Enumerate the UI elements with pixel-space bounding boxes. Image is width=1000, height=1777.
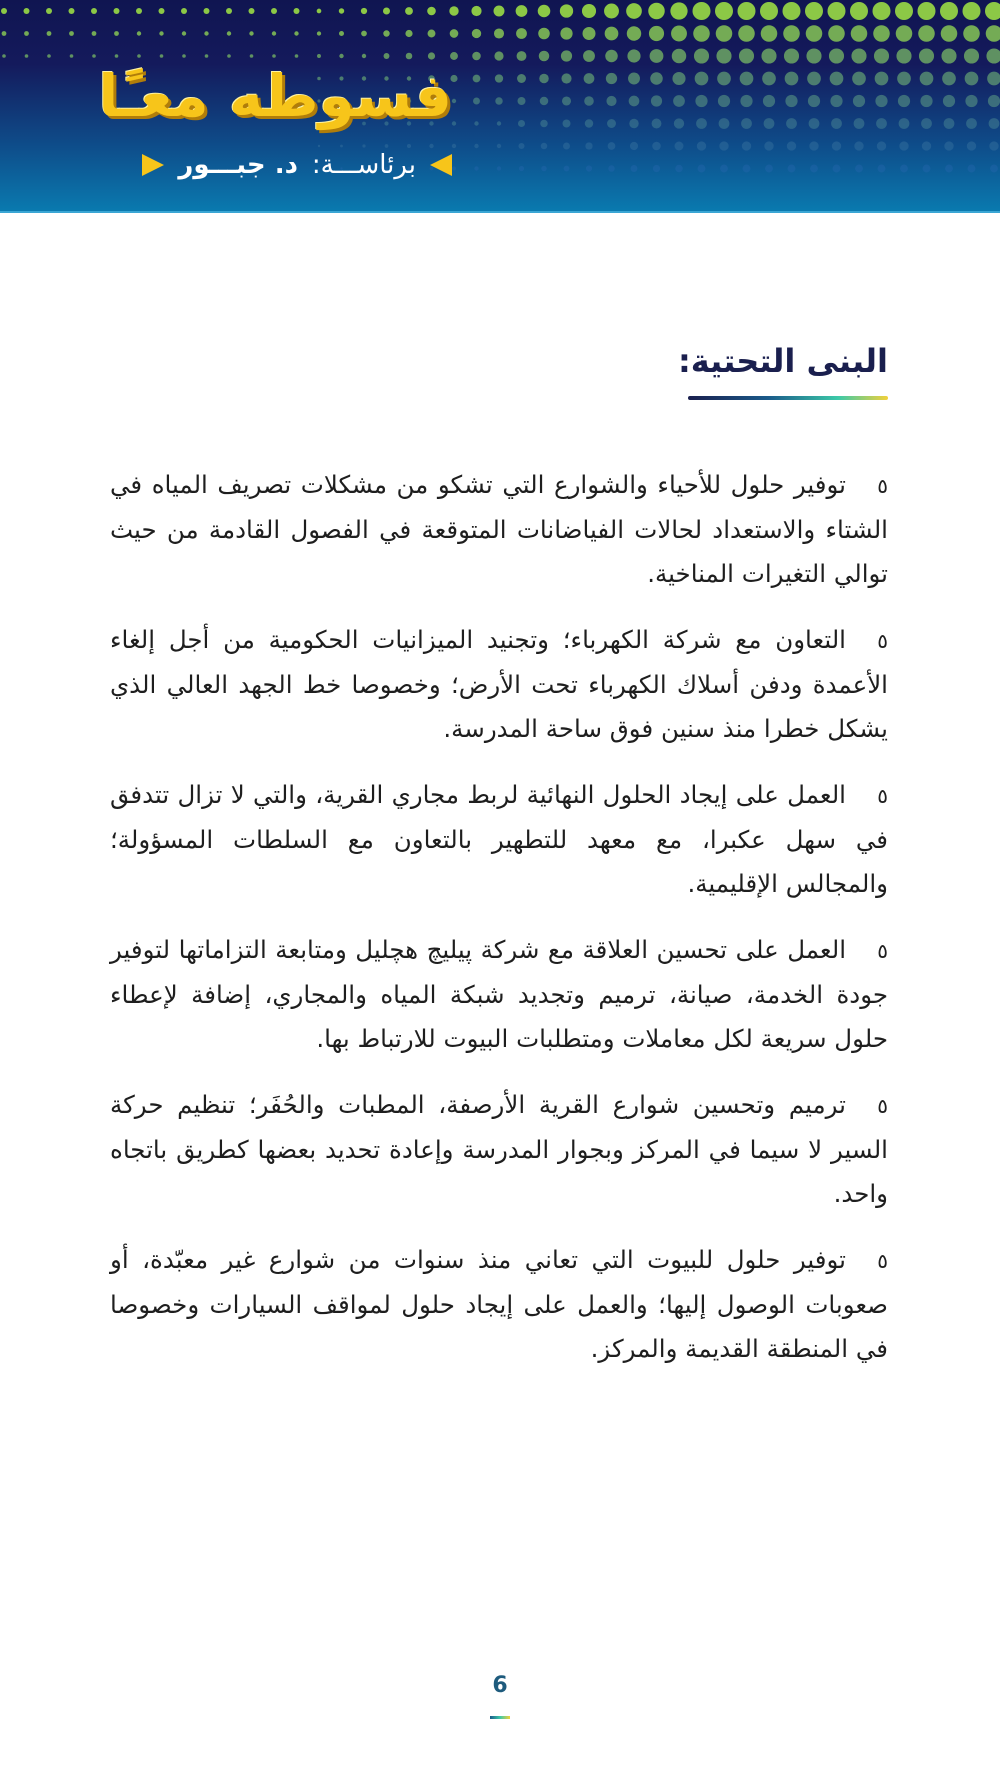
halftone-dot (989, 141, 998, 150)
halftone-dot (46, 8, 52, 14)
halftone-dot (805, 2, 823, 20)
halftone-dot (428, 30, 436, 38)
halftone-dot (765, 165, 773, 173)
halftone-dot (294, 31, 298, 35)
halftone-dot (900, 165, 908, 173)
halftone-dot (583, 50, 595, 62)
halftone-dot (2, 54, 6, 58)
halftone-dot (608, 142, 616, 150)
halftone-dot (675, 142, 684, 151)
halftone-dot (205, 54, 209, 58)
bullet-icon: ٥ (877, 629, 888, 653)
halftone-dot (584, 73, 595, 84)
halftone-dot (988, 95, 1000, 107)
halftone-dot (833, 165, 841, 173)
halftone-dot (561, 50, 572, 61)
halftone-dot (561, 73, 571, 83)
halftone-dot (295, 54, 299, 58)
halftone-dot (137, 31, 141, 35)
halftone-dot (764, 141, 773, 150)
halftone-dot (985, 2, 1000, 20)
bullet-icon: ٥ (877, 474, 888, 498)
halftone-dot (807, 72, 821, 86)
halftone-dot (760, 2, 778, 20)
halftone-dot (272, 54, 276, 58)
halftone-dot (809, 118, 820, 129)
halftone-dot (696, 118, 707, 129)
halftone-dot (853, 95, 865, 107)
halftone-dot (452, 166, 456, 170)
halftone-dot (717, 72, 731, 86)
halftone-dot (764, 118, 775, 129)
halftone-dot (362, 144, 365, 147)
halftone-dot (497, 166, 501, 170)
halftone-dot (808, 95, 820, 107)
halftone-dot (741, 118, 752, 129)
halftone-dot (695, 95, 707, 107)
halftone-dot (517, 51, 527, 61)
halftone-dot (967, 141, 976, 150)
halftone-dot (940, 2, 958, 20)
halftone-dot (605, 27, 619, 41)
halftone-dot (806, 25, 823, 42)
halftone-dot (787, 141, 796, 150)
halftone-dot (875, 72, 889, 86)
halftone-dot (671, 26, 687, 42)
halftone-dot (809, 141, 818, 150)
halftone-dot (649, 26, 664, 41)
halftone-dot (92, 31, 97, 36)
halftone-dot (182, 31, 186, 35)
halftone-dot (70, 54, 74, 58)
halftone-dot (918, 2, 936, 20)
halftone-dot (673, 95, 685, 107)
halftone-dot (761, 48, 776, 63)
halftone-dot (384, 53, 390, 59)
halftone-dot (339, 54, 343, 58)
halftone-dot (585, 119, 593, 127)
halftone-dot (788, 165, 796, 173)
halftone-dot (385, 144, 389, 148)
halftone-dot (562, 96, 571, 105)
halftone-dot (830, 72, 844, 86)
halftone-dot (563, 143, 570, 150)
halftone-dot (873, 2, 891, 20)
halftone-dot (159, 8, 165, 14)
halftone-dot (630, 142, 638, 150)
items-list (110, 463, 888, 1393)
halftone-dot (851, 25, 868, 42)
halftone-dot (963, 25, 980, 42)
bullet-icon: ٥ (877, 784, 888, 808)
halftone-dot (563, 120, 571, 128)
halftone-dot (605, 50, 618, 63)
header-divider (0, 211, 1000, 213)
halftone-dot (828, 2, 846, 20)
halftone-dot (471, 6, 481, 16)
halftone-dot (92, 54, 96, 58)
item-text: التعاون مع شركة الكهرباء؛ وتجنيد الميزانيات الحكومية من أجل إلغاء الأعمدة ودفن أسلاك الكهرباء تحت الأرض؛ وخصوصا خط الجهد العالي الذي يشكل خطرا منذ سنين فوق ساحة المدرسة. (110, 625, 888, 743)
halftone-dot (719, 118, 730, 129)
halftone-dot (675, 165, 683, 173)
halftone-dot (294, 8, 300, 14)
halftone-dot (449, 6, 458, 15)
halftone-dot (539, 51, 550, 62)
halftone-dot (69, 31, 74, 36)
halftone-dot (963, 2, 981, 20)
halftone-dot (877, 141, 886, 150)
arrow-right-icon (142, 154, 164, 176)
section-underline (688, 396, 888, 400)
halftone-dot (942, 72, 956, 86)
halftone-dot (989, 118, 1000, 129)
halftone-dot (652, 142, 661, 151)
halftone-dot (852, 72, 866, 86)
halftone-dot (474, 144, 478, 148)
halftone-dot (583, 27, 596, 40)
halftone-dot (340, 145, 343, 148)
halftone-dot (990, 165, 998, 173)
item-text: توفير حلول للأحياء والشوارع التي تشكو من مشكلات تصريف المياه في الشتاء والاستعداد لحالات الفياضانات المتوقعة في الفصول القادمة من حيث توالي التغيرات المناخية. (110, 470, 888, 588)
halftone-dot (494, 6, 505, 17)
halftone-dot (716, 25, 733, 42)
halftone-dot (317, 9, 322, 14)
halftone-dot (473, 75, 481, 83)
halftone-dot (494, 28, 504, 38)
halftone-dot (832, 141, 841, 150)
halftone-dot (785, 72, 799, 86)
halftone-dot (783, 25, 800, 42)
bullet-icon: ٥ (877, 939, 888, 963)
halftone-dot (738, 25, 755, 42)
halftone-dot (47, 54, 51, 58)
halftone-dot (494, 51, 503, 60)
halftone-dot (876, 118, 887, 129)
subtitle-name: د. جبـــور (178, 150, 298, 180)
halftone-dot (582, 4, 596, 18)
halftone-dot (560, 4, 573, 17)
halftone-dot (560, 27, 572, 39)
halftone-dot (739, 48, 754, 63)
halftone-dot (2, 31, 7, 36)
list-item (110, 463, 888, 596)
halftone-dot (693, 25, 710, 42)
halftone-dot (182, 54, 186, 58)
halftone-dot (986, 25, 1000, 42)
halftone-dot (361, 8, 367, 14)
halftone-dot (271, 8, 277, 14)
halftone-dot (538, 5, 551, 18)
halftone-dot (607, 119, 616, 128)
halftone-dot (899, 118, 910, 129)
halftone-dot (428, 52, 435, 59)
halftone-dot (474, 166, 478, 170)
halftone-dot (339, 31, 344, 36)
halftone-dot (114, 31, 119, 36)
halftone-dot (519, 166, 524, 171)
halftone-dot (650, 49, 664, 63)
halftone-dot (653, 165, 660, 172)
bullet-icon: ٥ (877, 1249, 888, 1273)
halftone-dot (249, 31, 253, 35)
halftone-dot (317, 54, 321, 58)
halftone-dot (828, 25, 845, 42)
halftone-dot (318, 145, 320, 147)
page-number-accent (490, 1716, 510, 1719)
halftone-dot (941, 25, 958, 42)
halftone-dot (652, 119, 662, 129)
halftone-dot (204, 8, 210, 14)
bullet-icon: ٥ (877, 1094, 888, 1118)
halftone-dot (227, 54, 231, 58)
halftone-dot (518, 143, 524, 149)
halftone-dot (249, 8, 255, 14)
halftone-dot (920, 95, 932, 107)
halftone-dot (743, 165, 751, 173)
halftone-dot (429, 144, 433, 148)
halftone-dot (538, 28, 550, 40)
halftone-dot (24, 31, 29, 36)
halftone-dot (964, 48, 979, 63)
halftone-dot (473, 98, 480, 105)
halftone-dot (720, 165, 728, 173)
halftone-dot (627, 26, 641, 40)
halftone-dot (716, 48, 731, 63)
halftone-dot (718, 95, 730, 107)
halftone-dot (742, 141, 751, 150)
halftone-dot (922, 141, 931, 150)
halftone-dot (738, 2, 756, 20)
halftone-dot (740, 72, 754, 86)
halftone-dot (516, 5, 528, 17)
subtitle-label: برئاســـة: (311, 150, 416, 180)
halftone-dot (806, 48, 821, 63)
halftone-dot (339, 8, 344, 13)
item-text: العمل على إيجاد الحلول النهائية لربط مجاري القرية، والتي لا تزال تتدفق في سهل عكبرا، مع معهد للتطهير بالتعاون مع السلطات المسؤولة؛ والمجالس الإقليمية. (110, 780, 888, 898)
halftone-dot (945, 165, 953, 173)
item-text: العمل على تحسين العلاقة مع شركة پيليچ هچليل ومتابعة التزاماتها لتوفير جودة الخدمة، صيانة، ترميم وتجديد شبكة المياه والمجاري، إضافة لإعطاء حلول سريعة لكل معاملات ومتطلبات البيوت للارتباط بها. (110, 935, 888, 1053)
halftone-dot (899, 141, 908, 150)
halftone-dot (606, 96, 616, 106)
halftone-dot (941, 48, 956, 63)
halftone-dot (628, 73, 640, 85)
halftone-dot (694, 48, 709, 63)
halftone-dot (181, 8, 187, 14)
halftone-dot (695, 72, 709, 86)
halftone-dot (648, 3, 664, 19)
halftone-dot (606, 73, 617, 84)
section-title: البنى التحتية: (677, 342, 888, 380)
halftone-dot (783, 2, 801, 20)
halftone-dot (361, 31, 367, 37)
header-banner (0, 0, 1000, 213)
halftone-dot (91, 8, 97, 14)
halftone-dot (698, 165, 706, 173)
halftone-dot (24, 8, 30, 14)
halftone-dot (719, 141, 728, 150)
list-item (110, 618, 888, 751)
halftone-dot (137, 54, 141, 58)
page-number: 6 (492, 1673, 508, 1698)
halftone-dot (897, 72, 911, 86)
halftone-dot (497, 121, 501, 125)
halftone-dot (406, 53, 413, 60)
halftone-dot (850, 2, 868, 20)
halftone-dot (450, 29, 459, 38)
halftone-dot (896, 48, 911, 63)
halftone-dot (697, 141, 706, 150)
halftone-dot (986, 48, 1000, 63)
halftone-dot (472, 52, 481, 61)
halftone-dot (943, 95, 955, 107)
halftone-dot (518, 120, 525, 127)
halftone-dot (873, 25, 890, 42)
halftone-dot (875, 95, 887, 107)
halftone-dot (830, 95, 842, 107)
halftone-dot (540, 120, 548, 128)
halftone-dot (987, 72, 1000, 86)
halftone-dot (226, 8, 232, 14)
halftone-dot (672, 72, 685, 85)
halftone-dot (539, 74, 549, 84)
halftone-dot (114, 8, 120, 14)
halftone-dot (405, 30, 412, 37)
halftone-dot (474, 121, 478, 125)
halftone-dot (810, 165, 818, 173)
halftone-dot (495, 74, 503, 82)
halftone-dot (763, 95, 775, 107)
halftone-dot (785, 95, 797, 107)
arrow-left-icon (430, 154, 452, 176)
halftone-dot (136, 8, 142, 14)
halftone-dot (517, 74, 526, 83)
brand-title: فسوطه معـًا (98, 62, 452, 130)
halftone-dot (626, 3, 642, 19)
halftone-dot (631, 165, 638, 172)
halftone-dot (564, 166, 570, 172)
list-item (110, 928, 888, 1061)
halftone-dot (472, 29, 481, 38)
halftone-dot (452, 99, 456, 103)
halftone-dot (831, 118, 842, 129)
halftone-dot (650, 72, 663, 85)
list-item (110, 1238, 888, 1371)
halftone-dot (855, 165, 863, 173)
halftone-dot (69, 8, 75, 14)
halftone-dot (966, 118, 977, 129)
halftone-dot (851, 48, 866, 63)
halftone-dot (497, 144, 501, 148)
halftone-dot (450, 52, 458, 60)
halftone-dot (159, 31, 163, 35)
halftone-dot (204, 31, 208, 35)
halftone-dot (761, 25, 778, 42)
halftone-dot (895, 2, 913, 20)
halftone-dot (874, 48, 889, 63)
list-item (110, 1083, 888, 1216)
halftone-dot (383, 30, 389, 36)
halftone-dot (919, 48, 934, 63)
halftone-dot (693, 2, 711, 20)
halftone-dot (854, 141, 863, 150)
halftone-dot (968, 165, 976, 173)
halftone-dot (762, 72, 776, 86)
item-text: توفير حلول للبيوت التي تعاني منذ سنوات من شوارع غير معبّدة، أو صعوبات الوصول إليها؛ والعمل على إيجاد حلول لمواقف السيارات وخصوصا في المنطقة القديمة والمركز. (110, 1245, 888, 1363)
halftone-dot (965, 95, 977, 107)
halftone-dot (47, 31, 52, 36)
halftone-dot (540, 97, 549, 106)
halftone-dot (317, 31, 321, 35)
halftone-dot (740, 95, 752, 107)
halftone-dot (227, 31, 231, 35)
halftone-dot (896, 25, 913, 42)
halftone-dot (944, 141, 953, 150)
halftone-dot (115, 54, 119, 58)
halftone-dot (786, 118, 797, 129)
halftone-dot (784, 48, 799, 63)
halftone-dot (651, 95, 662, 106)
halftone-dot (629, 96, 640, 107)
halftone-dot (25, 54, 29, 58)
halftone-dot (629, 119, 638, 128)
halftone-dot (923, 165, 931, 173)
halftone-dot (1, 8, 7, 14)
halftone-dot (541, 143, 548, 150)
halftone-dot (362, 54, 366, 58)
halftone-dot (405, 7, 413, 15)
item-text: ترميم وتحسين شوارع القرية الأرصفة، المطبات والحُفَر؛ تنظيم حركة السير لا سيما في المركز وبجوار المدرسة وإعادة تحديد بعضها كطريق باتجاه واحد. (110, 1090, 888, 1208)
subtitle (142, 150, 452, 180)
halftone-dot (829, 48, 844, 63)
halftone-dot (518, 97, 526, 105)
halftone-dot (586, 165, 592, 171)
halftone-dot (944, 118, 955, 129)
halftone-dot (407, 144, 411, 148)
halftone-dot (670, 2, 687, 19)
halftone-dot (878, 165, 886, 173)
halftone-dot (495, 97, 502, 104)
halftone-dot (672, 49, 687, 64)
halftone-dot (516, 28, 527, 39)
halftone-dot (160, 54, 164, 58)
halftone-dot (965, 72, 979, 86)
halftone-dot (541, 166, 547, 172)
halftone-dot (452, 121, 456, 125)
halftone-dot (898, 95, 910, 107)
halftone-dot (627, 49, 640, 62)
halftone-dot (250, 54, 254, 58)
halftone-dot (854, 118, 865, 129)
halftone-dot (272, 31, 276, 35)
halftone-dot (585, 142, 592, 149)
halftone-dot (608, 165, 615, 172)
halftone-dot (604, 4, 619, 19)
halftone-dot (584, 96, 594, 106)
halftone-dot (427, 7, 436, 16)
halftone-dot (452, 144, 456, 148)
halftone-dot (921, 118, 932, 129)
halftone-dot (715, 2, 733, 20)
halftone-dot (918, 25, 935, 42)
halftone-dot (383, 7, 390, 14)
halftone-dot (674, 118, 684, 128)
halftone-dot (920, 72, 934, 86)
list-item (110, 773, 888, 906)
